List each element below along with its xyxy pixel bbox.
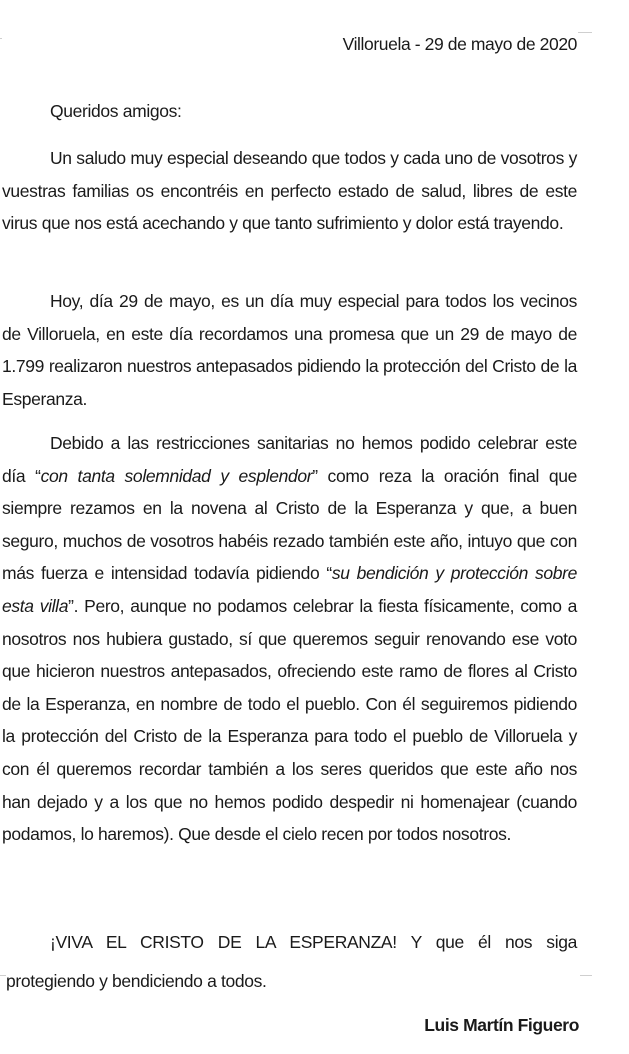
paragraph-restrictions	[2, 427, 577, 851]
greeting: Queridos amigos:	[50, 101, 182, 121]
paragraph-greeting-wishes: Un saludo muy especial deseando que todos y cada uno de vosotros y vuestras familias os encontréis en perfecto estado de salud, libres de este virus que nos está acechando y que tanto sufrimiento y dolor está trayendo.	[2, 148, 577, 234]
paragraph-promise-history: Hoy, día 29 de mayo, es un día muy especial para todos los vecinos de Villoruela, en este día recordamos una promesa que un 29 de mayo de 1.799 realizaron nuestros antepasados pidiendo la protección del Cristo de la Esperanza.	[2, 291, 577, 409]
paragraph-text: ” como reza la oración final que siempre rezamos en la novena al Cristo de la Esperanza y que, a buen seguro, muchos de vosotros habéis rezado también este año, intuyo que con más fuerza e intensidad todavía pidiendo “	[2, 465, 577, 584]
page-break-mark-right	[580, 975, 592, 976]
signature: Luis Martín Figuero	[424, 1015, 579, 1035]
quote-prayer-solemnity: con tanta solemnidad y esplendor	[40, 465, 313, 486]
paragraph-text: ”. Pero, aunque no podamos celebrar la fiesta físicamente, como a nosotros nos hubiera gustado, sí que queremos seguir renovando ese voto que hicieron nuestros antepasados, ofreciendo este ramo de flores al Cristo de la Esperanza, en nombre de todo el pueblo. Con él seguiremos pidiendo la protección del Cristo de la Esperanza para todo el pueblo de Villoruela y con él queremos recordar también a los seres queridos que este año nos han dejado y a los que no hemos podido despedir ni homenajear (cuando podamos, lo haremos). Que desde el cielo recen por todos nosotros.	[2, 595, 577, 845]
paragraph-text: Debido a las restricciones sanitarias no hemos podido celebrar este día “	[2, 433, 577, 486]
paragraph-closing-continuation: protegiendo y bendiciendo a todos.	[6, 971, 267, 991]
page-corner-mark-left	[0, 38, 2, 39]
paragraph-closing-cheer: ¡VIVA EL CRISTO DE LA ESPERANZA! Y que él nos siga	[50, 932, 577, 952]
dateline: Villoruela - 29 de mayo de 2020	[342, 34, 577, 54]
page-corner-mark-right	[578, 32, 592, 33]
quote-prayer-blessing: su bendición y protección sobre esta villa	[2, 563, 577, 616]
